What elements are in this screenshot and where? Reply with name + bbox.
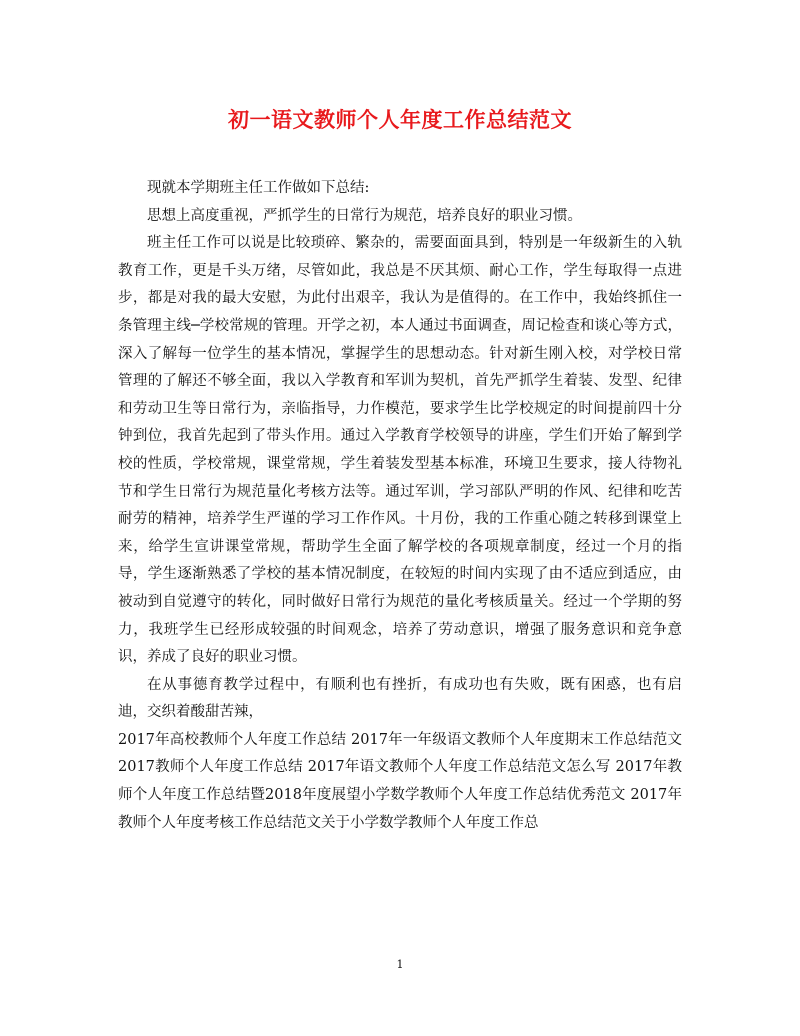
page-number: 1	[396, 958, 404, 971]
document-body	[118, 175, 682, 837]
paragraph-class-management: 班主任工作可以说是比较琐碎、繁杂的，需要面面具到，特别是一年级新生的入轨教育工作，更是千头万绪，尽管如此，我总是不厌其烦、耐心工作，学生每取得一点进步，都是对我的最大安慰，为此付出艰辛，我认为是值得的。在工作中，我始终抓住一条管理主线─学校常规的管理。开学之初，本人通过书面调查，周记检查和谈心等方式，深入了解每一位学生的基本情况，掌握学生的思想动态。针对新生刚入校，对学校日常管理的了解还不够全面，我以入学教育和军训为契机，首先严抓学生着装、发型、纪律和劳动卫生等日常行为，亲临指导，力作模范，要求学生比学校规定的时间提前四十分钟到位，我首先起到了带头作用。通过入学教育学校领导的讲座，学生们开始了解到学校的性质，学校常规，课堂常规，学生着装发型基本标准，环境卫生要求，接人待物礼节和学生日常行为规范量化考核方法等。通过军训，学习部队严明的作风、纪律和吃苦耐劳的精神，培养学生严谨的学习工作作风。十月份，我的工作重心随之转移到课堂上来，给学生宣讲课堂常规，帮助学生全面了解学校的各项规章制度，经过一个月的指导，学生逐渐熟悉了学校的基本情况制度，在较短的时间内实现了由不适应到适应，由被动到自觉遵守的转化，同时做好日常行为规范的量化考核质量关。经过一个学期的努力，我班学生已经形成较强的时间观念，培养了劳动意识，增强了服务意识和竞争意识，养成了良好的职业习惯。	[118, 235, 682, 666]
related-articles-text: 2017年高校教师个人年度工作总结 2017年一年级语文教师个人年度期末工作总结范文 2017教师个人年度工作总结 2017年语文教师个人年度工作总结范文怎么写 2017年教师个人年度工作总结暨2018年度展望小学数学教师个人年度工作总结优秀范文 2017年教师个人年度考核工作总结范文关于小学数学教师个人年度工作总	[118, 731, 682, 831]
paragraph-intro: 现就本学期班主任工作做如下总结:	[147, 180, 370, 196]
page-title: 初一语文教师个人年度工作总结范文	[228, 107, 572, 132]
paragraph-ideology: 思想上高度重视，严抓学生的日常行为规范，培养良好的职业习惯。	[147, 207, 582, 224]
paragraph-moral-education: 在从事德育教学过程中，有顺利也有挫折，有成功也有失败，既有困惑，也有启迪，交织着酸甜苦辣，	[118, 676, 682, 721]
